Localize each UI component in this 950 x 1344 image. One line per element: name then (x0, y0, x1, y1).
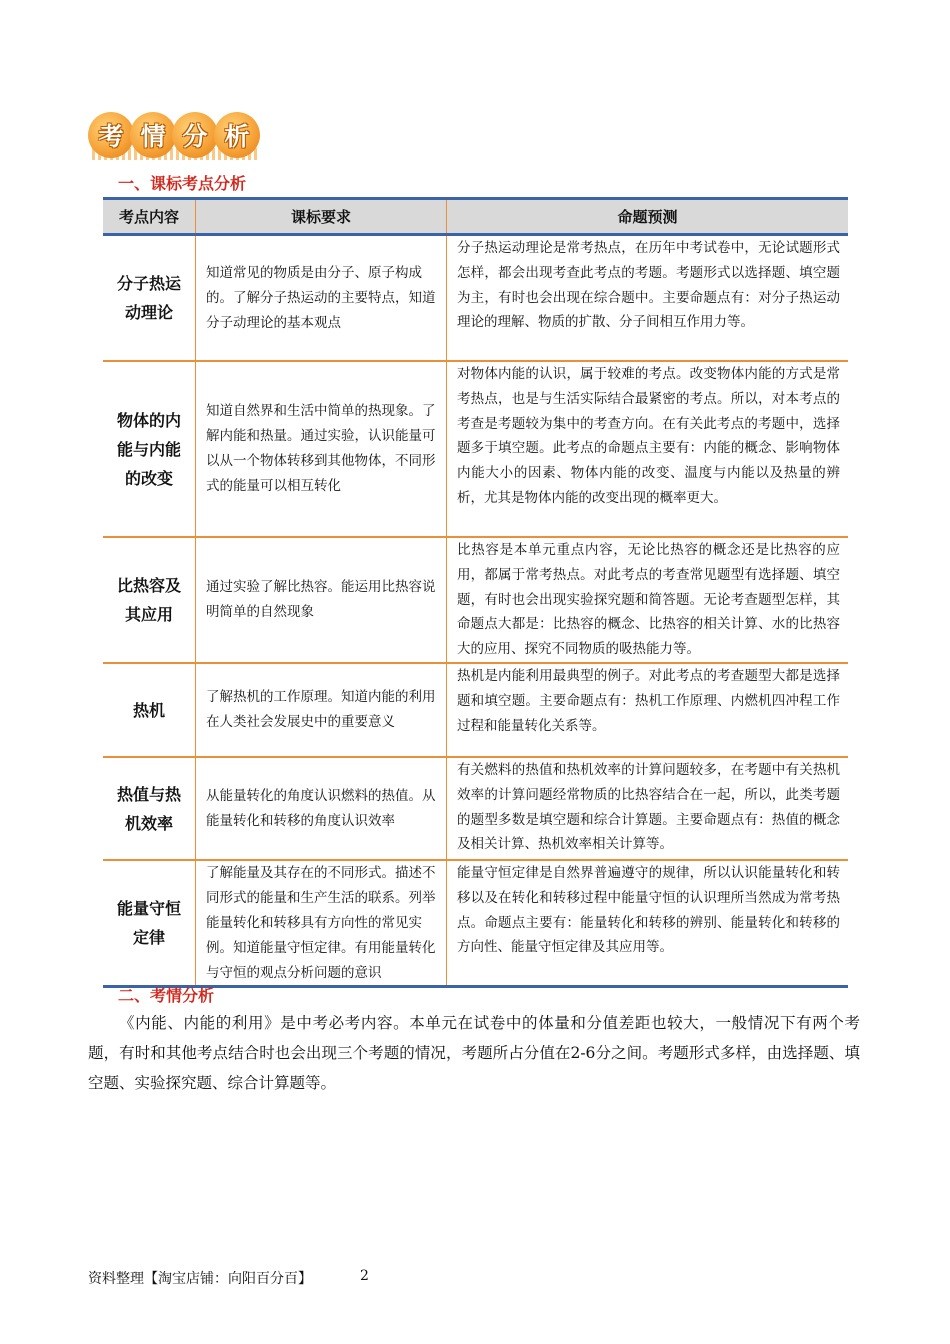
requirement-cell: 知道自然界和生活中简单的热现象。了解内能和热量。通过实验，认识能量可以从一个物体转移到其他物体，不同形式的能量可以相互转化 (196, 362, 447, 536)
header-prediction: 命题预测 (617, 208, 678, 226)
topic-cell: 物体的内能与内能的改变 (103, 362, 196, 536)
requirement-cell: 从能量转化的角度认识燃料的热值。从能量转化和转移的角度认识效率 (196, 758, 447, 859)
analysis-paragraph: 《内能、内能的利用》是中考必考内容。本单元在试卷中的体量和分值差距也较大，一般情况下有两个考题，有时和其他考点结合时也会出现三个考题的情况，考题所占分值在2-6分之间。考题形式多样，由选择题、填空题、实验探究题、综合计算题等。 (88, 1014, 860, 1092)
prediction-cell: 比热容是本单元重点内容，无论比热容的概念还是比热容的应用，都属于常考热点。对此考点的考查常见题型有选择题、填空题，有时也会出现实验探究题和简答题。无论考查题型怎样，其命题点大都是：比热容的概念、比热容的相关计算、水的比热容大的应用、探究不同物质的吸热能力等。 (457, 542, 840, 658)
banner-char-3: 分 (172, 112, 218, 158)
header-requirement: 课标要求 (196, 200, 447, 233)
table-row (103, 538, 848, 664)
prediction-cell: 有关燃料的热值和热机效率的计算问题较多，在考题中有关热机效率的计算问题经常物质的比热容结合在一起，所以，此类考题的题型多数是填空题和综合计算题。主要命题点有：热值的概念及相关计算、热机效率相关计算等。 (457, 762, 840, 853)
banner-char-2: 情 (130, 112, 176, 158)
topic-cell: 热值与热机效率 (103, 758, 196, 859)
topic-cell: 分子热运动理论 (103, 236, 196, 360)
banner-char-1: 考 (88, 112, 134, 158)
prediction-cell: 对物体内能的认识，属于较难的考点。改变物体内能的方式是常考热点，也是与生活实际结合最紧密的考点。所以，对本考点的考查是考题较为集中的考查方向。在有关此考点的考题中，选择题多于填空题。此考点的命题点主要有：内能的概念、影响物体内能大小的因素、物体内能的改变、温度与内能以及热量的辨析，尤其是物体内能的改变出现的概率更大。 (457, 366, 840, 506)
prediction-cell: 热机是内能利用最典型的例子。对此考点的考查题型大都是选择题和填空题。主要命题点有：热机工作原理、内燃机四冲程工作过程和能量转化关系等。 (457, 668, 840, 734)
table-row (103, 664, 848, 758)
banner-char-4: 析 (214, 112, 260, 158)
table-row (103, 758, 848, 861)
header-topic: 考点内容 (103, 200, 196, 233)
topic-cell: 比热容及其应用 (103, 538, 196, 662)
requirement-cell: 通过实验了解比热容。能运用比热容说明简单的自然现象 (196, 538, 447, 662)
table-header-row (103, 200, 848, 236)
section-2-title: 二、考情分析 (118, 986, 215, 1005)
table-row (103, 362, 848, 538)
requirement-cell: 知道常见的物质是由分子、原子构成的。了解分子热运动的主要特点，知道分子动理论的基本观点 (196, 236, 447, 360)
section-banner (88, 112, 260, 160)
curriculum-table (103, 197, 848, 988)
table-row (103, 236, 848, 362)
topic-cell: 热机 (103, 664, 196, 756)
section-1-title: 一、课标考点分析 (118, 174, 247, 193)
prediction-cell: 分子热运动理论是常考热点，在历年中考试卷中，无论试题形式怎样，都会出现考查此考点的考题。考题形式以选择题、填空题为主，有时也会出现在综合题中。主要命题点有：对分子热运动理论的理解、物质的扩散、分子间相互作用力等。 (457, 240, 840, 331)
footer-text: 资料整理【淘宝店铺：向阳百分百】 (88, 1271, 312, 1287)
table-row (103, 861, 848, 985)
page-number: 2 (360, 1268, 369, 1284)
requirement-cell: 了解热机的工作原理。知道内能的利用在人类社会发展史中的重要意义 (196, 664, 447, 756)
requirement-cell: 了解能量及其存在的不同形式。描述不同形式的能量和生产生活的联系。列举能量转化和转移具有方向性的常见实例。知道能量守恒定律。有用能量转化与守恒的观点分析问题的意识 (196, 861, 447, 985)
topic-cell: 能量守恒定律 (103, 861, 196, 985)
prediction-cell: 能量守恒定律是自然界普遍遵守的规律，所以认识能量转化和转移以及在转化和转移过程中能量守恒的认识理所当然成为常考热点。命题点主要有：能量转化和转移的辨别、能量转化和转移的方向性、能量守恒定律及其应用等。 (457, 865, 840, 956)
